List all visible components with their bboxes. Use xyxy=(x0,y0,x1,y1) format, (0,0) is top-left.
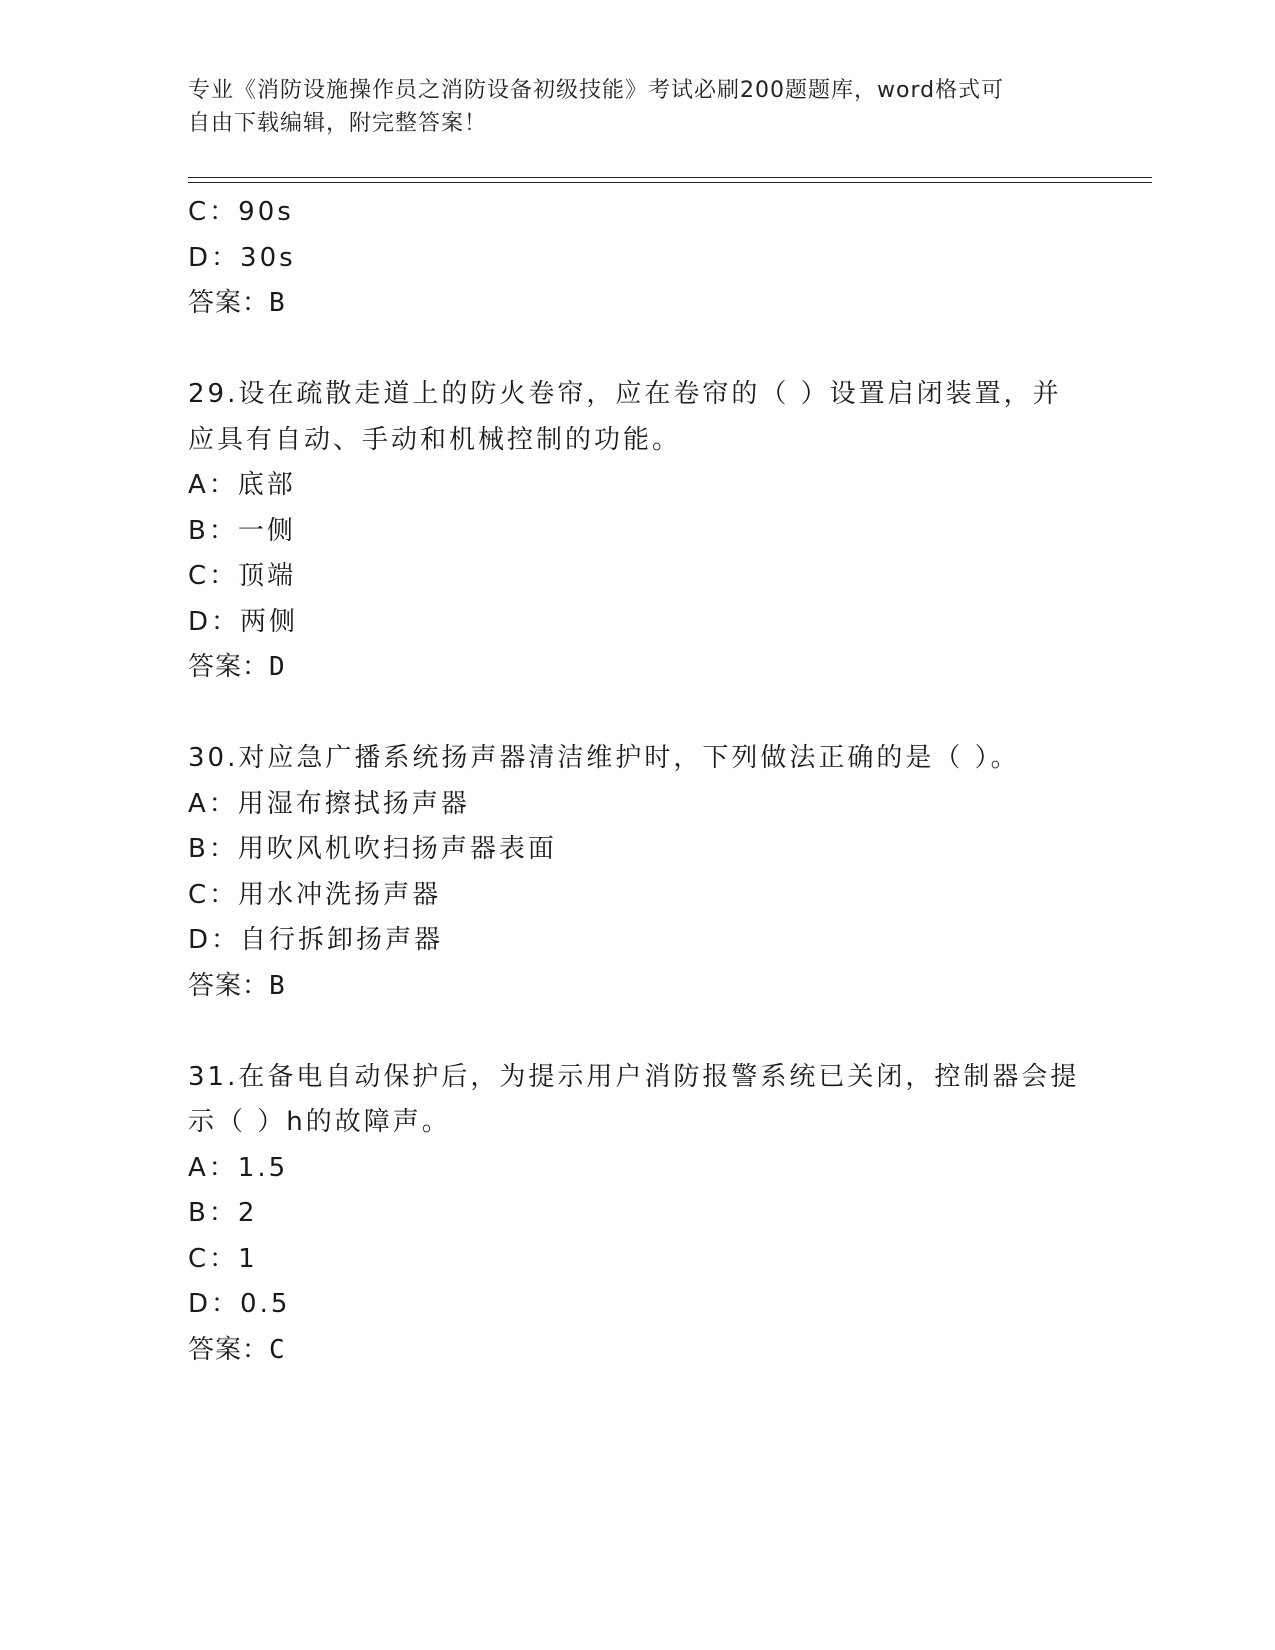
question-31 xyxy=(188,1055,1088,1374)
question-text-line-1: 30.对应急广播系统扬声器清洁维护时，下列做法正确的是（ ）。 xyxy=(188,743,1020,773)
header-line-2: 自由下载编辑，附完整答案！ xyxy=(188,111,488,136)
option-d: D：0.5 xyxy=(188,1289,291,1319)
answer-line xyxy=(188,964,1088,1010)
option-c: C：顶端 xyxy=(188,561,297,591)
page-header xyxy=(188,74,1078,140)
answer-value: B xyxy=(269,970,286,1001)
option-d: D：两侧 xyxy=(188,606,299,637)
option-c: C：90s xyxy=(188,197,294,227)
header-rule-top xyxy=(188,177,1152,178)
question-list xyxy=(188,190,1088,1373)
header-line-1: 专业《消防设施操作员之消防设备初级技能》考试必刷200题题库，word格式可 xyxy=(188,78,1005,103)
answer-line xyxy=(188,645,1088,691)
option-b: B：用吹风机吹扫扬声器表面 xyxy=(188,834,557,864)
option-d: D：自行拆卸扬声器 xyxy=(188,925,444,955)
answer-line xyxy=(188,281,1088,327)
option-a: A：底部 xyxy=(188,470,296,500)
question-text-line-1: 29.设在疏散走道上的防火卷帘，应在卷帘的（ ）设置启闭装置，并 xyxy=(188,379,1062,409)
answer-label: 答案： xyxy=(188,970,270,1001)
answer-value: B xyxy=(269,288,286,318)
option-c: C：用水冲洗扬声器 xyxy=(188,879,442,910)
option-c: C：1 xyxy=(188,1243,258,1274)
spacer xyxy=(188,1009,1088,1055)
spacer xyxy=(188,327,1088,373)
answer-label: 答案： xyxy=(188,288,270,318)
option-b: B：一侧 xyxy=(188,515,296,546)
question-text-line-2: 示（ ）h的故障声。 xyxy=(188,1107,451,1137)
answer-value: C xyxy=(269,1334,286,1365)
answer-label: 答案： xyxy=(188,652,270,682)
answer-line xyxy=(188,1328,1088,1374)
option-a: A：1.5 xyxy=(188,1152,289,1183)
question-30 xyxy=(188,736,1088,1009)
header-rule-bottom xyxy=(188,182,1152,183)
option-a: A：用湿布擦拭扬声器 xyxy=(188,788,470,819)
answer-label: 答案： xyxy=(188,1334,270,1365)
question-28-tail xyxy=(188,190,1088,327)
spacer xyxy=(188,691,1088,737)
question-text-line-2: 应具有自动、手动和机械控制的功能。 xyxy=(188,424,682,455)
question-29 xyxy=(188,372,1088,691)
question-text-line-1: 31.在备电自动保护后，为提示用户消防报警系统已关闭，控制器会提 xyxy=(188,1061,1080,1092)
answer-value: D xyxy=(269,652,286,682)
option-d: D：30s xyxy=(188,242,296,273)
option-b: B：2 xyxy=(188,1198,258,1228)
